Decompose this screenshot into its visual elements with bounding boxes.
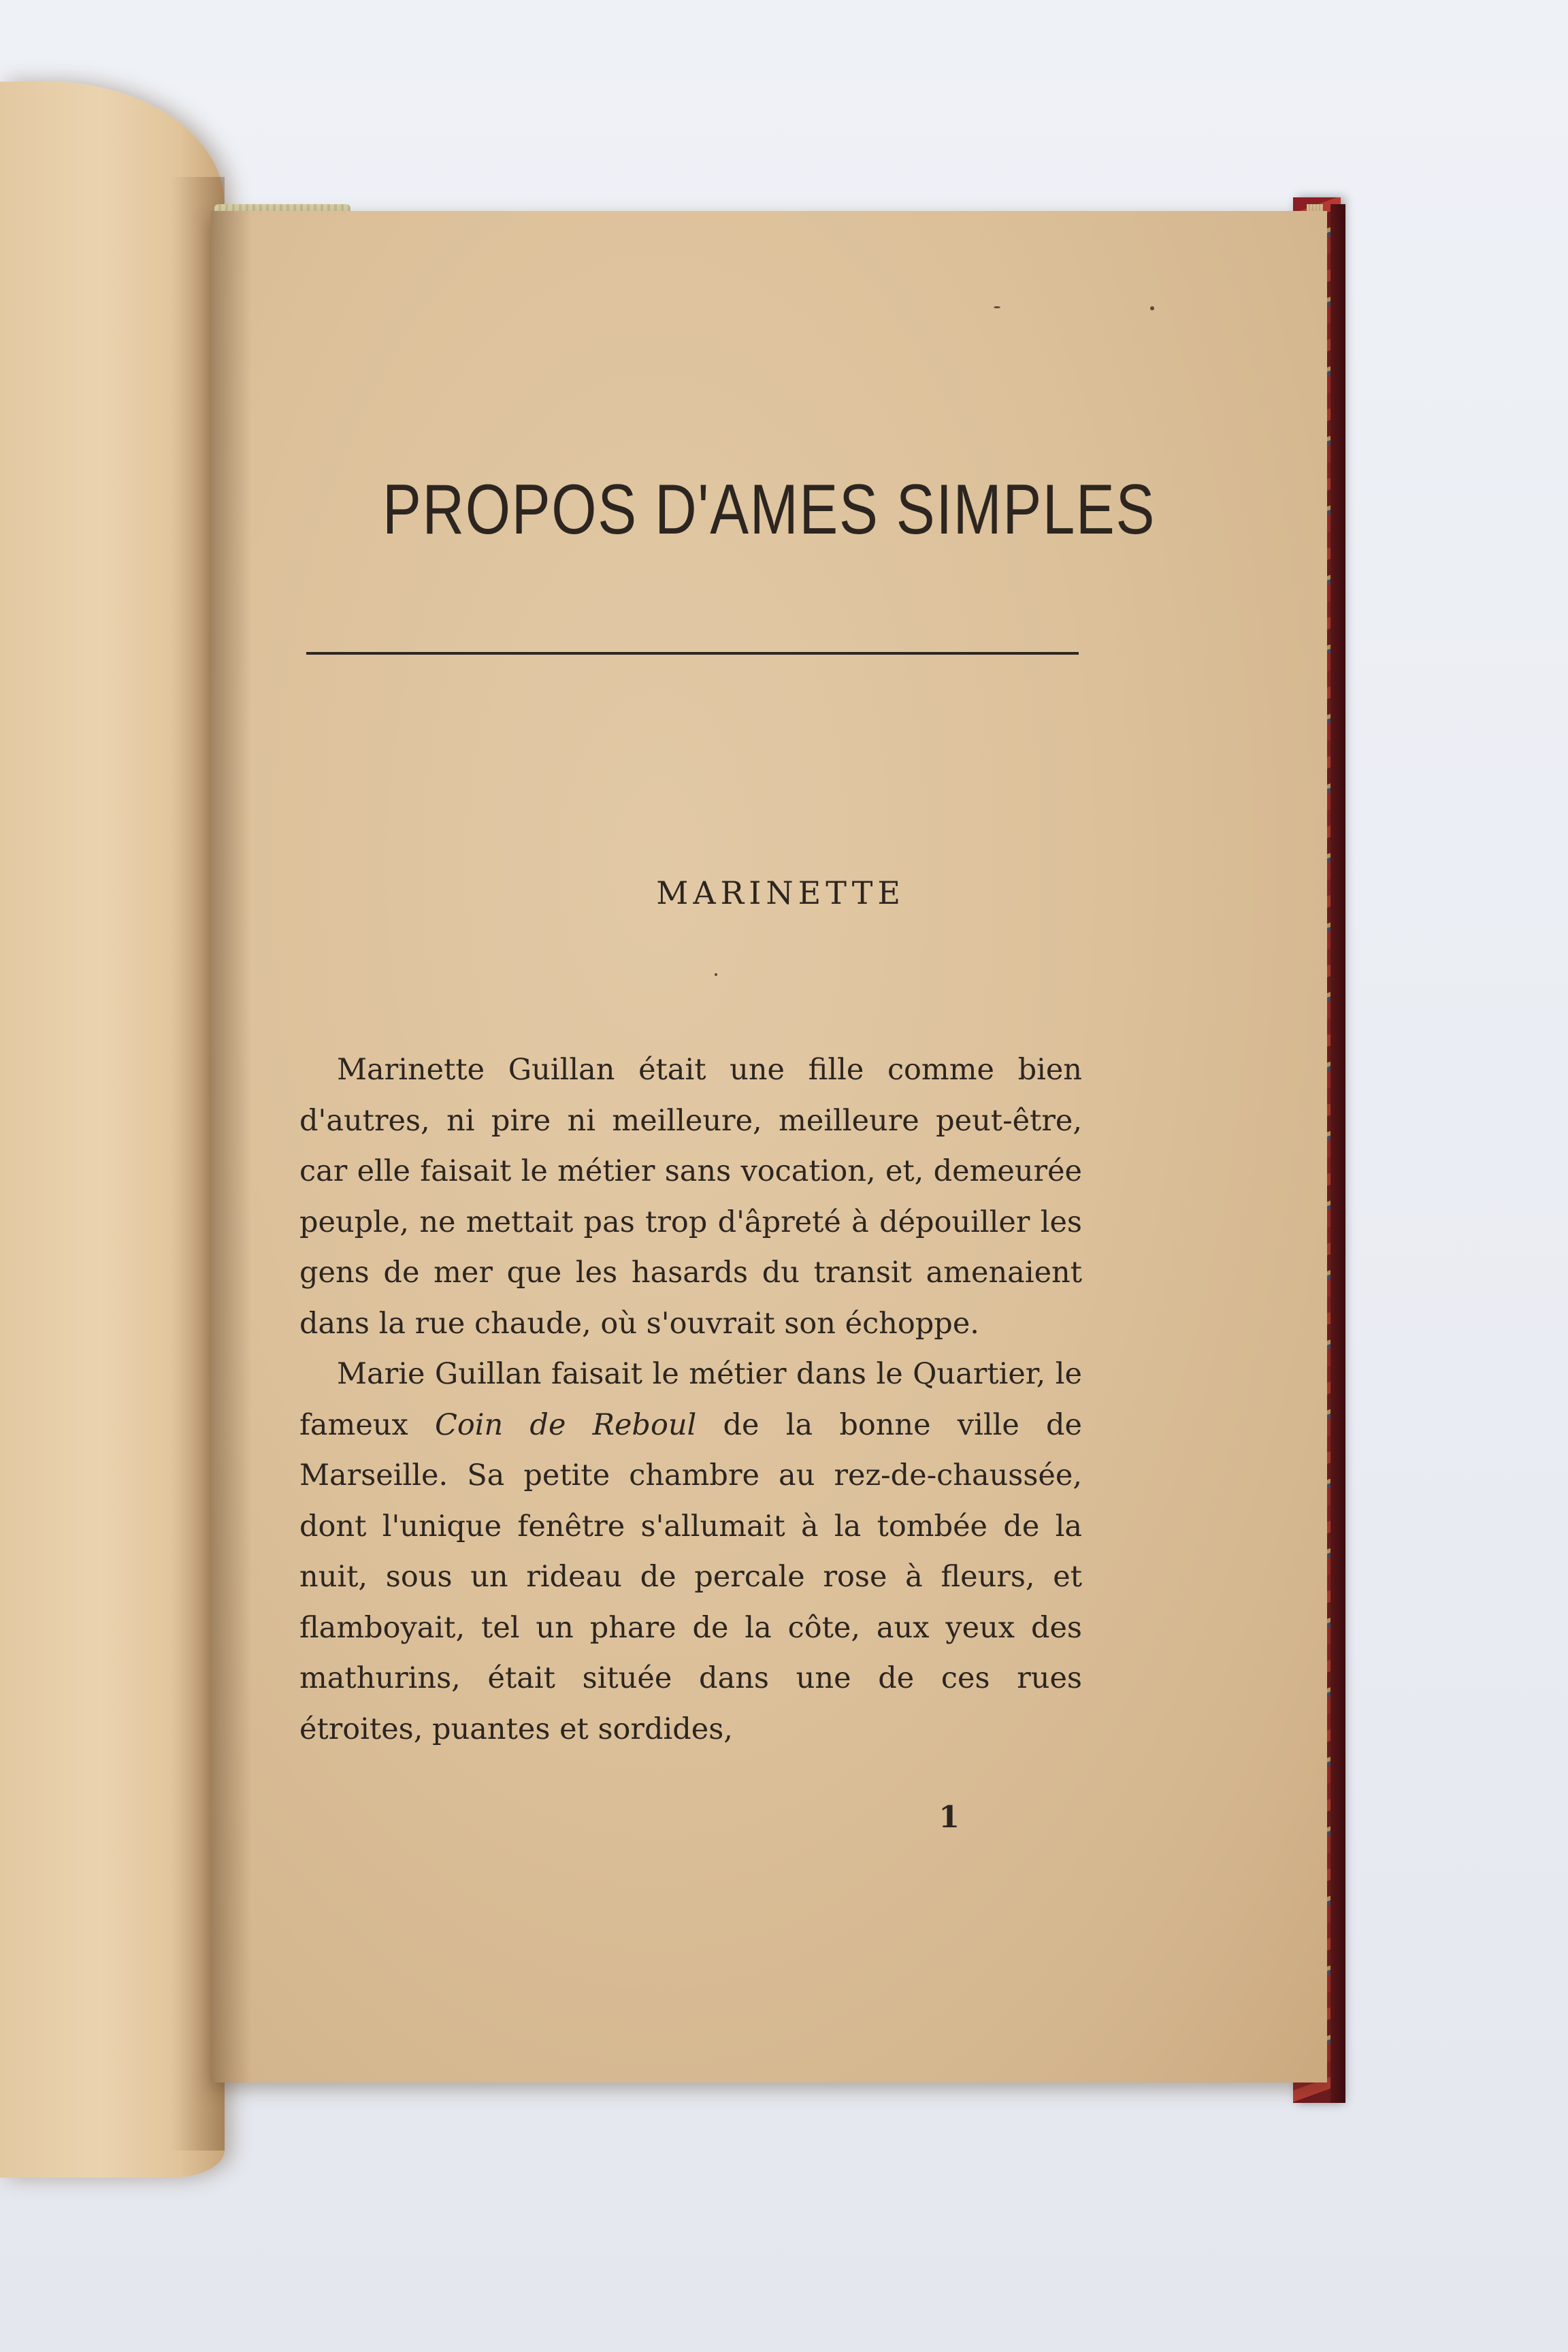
book-page (211, 211, 1327, 2082)
paragraph-2-start: Marie Guillan faisait le métier dans le Quartier, le fameux (299, 1357, 1082, 1442)
book-title: PROPOS D'AMES SIMPLES (382, 470, 1156, 549)
body-text (299, 1045, 1082, 1754)
paragraph-2 (299, 1349, 1082, 1754)
paragraph-1: Marinette Guillan était une fille comme bien d'autres, ni pire ni meilleure, meilleure peut-être, car elle faisait le métier sans vocation, et, demeurée peuple, ne mettait pas trop d'âpreté à dépouiller les gens de mer que les hasards du transit amenaient dans la rue chaude, où s'ouvrait son échoppe. (299, 1053, 1082, 1341)
speck (994, 306, 1000, 308)
cover-edge (1330, 204, 1345, 2103)
paragraph-2-italic: Coin de Reboul (434, 1407, 697, 1442)
speck (1150, 306, 1154, 310)
speck (715, 973, 717, 976)
page-number: 1 (938, 1800, 960, 1835)
title-rule (306, 652, 1079, 655)
chapter-title: MARINETTE (656, 875, 905, 911)
paragraph-2-end: de la bonne ville de Marseille. Sa petite chambre au rez-de-chaussée, dont l'unique fenêtre s'allumait à la tombée de la nuit, sous un rideau de percale rose à fleurs, et flamboyait, tel un phare de la côte, aux yeux des mathurins, était située dans une de ces rues étroites, puantes et sordides, (299, 1407, 1082, 1746)
